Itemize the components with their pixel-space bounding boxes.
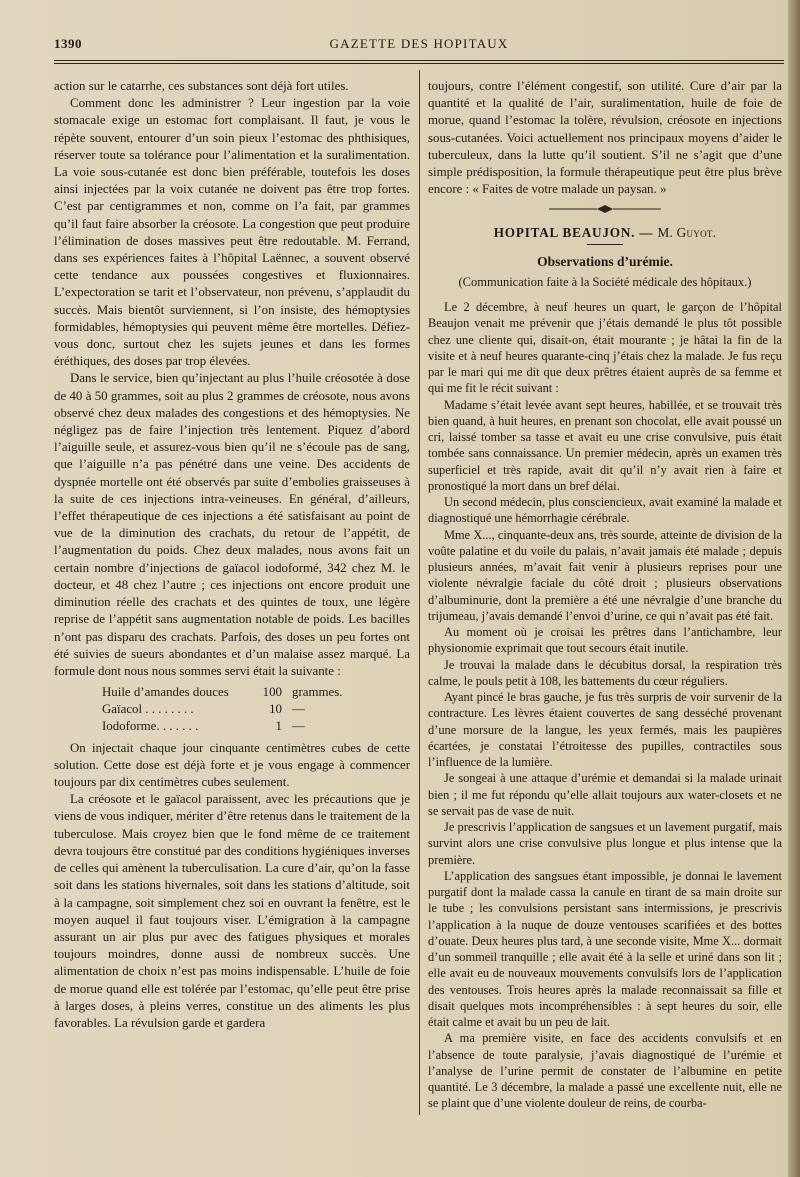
header-rule-bottom — [54, 63, 784, 64]
paragraph: Je prescrivis l’application de sangsues et un lavement purgatif, mais survint alors une crise convulsive plus longue et plus intense que la première. — [428, 820, 782, 867]
page-number: 1390 — [54, 36, 82, 51]
paragraph: On injectait chaque jour cinquante centimètres cubes de cette solution. Cette dose est déjà forte et je vous engage à commencer toujours par dix centimètres cubes seulement. — [54, 740, 410, 790]
paragraph: Un second médecin, plus consciencieux, avait examiné la malade et diagnostiqué une hémorrhagie cérébrale. — [428, 495, 782, 526]
column-divider — [419, 70, 420, 1115]
paragraph: La créosote et le gaïacol paraissent, avec les précautions que je viens de vous indiquer, mériter d’être retenus dans le traitement de la tuberculose. Mais croyez bien que le fond même de ce traitement devra toujours être constitué par des conditions hygiéniques inverses de celles qui amènent la tuberculisation. La cure d’air, qu’on la fasse soit dans les stations hivernales, soit dans les stations d’altitude, soit à la campagne, soit simplement chez soi en ouvrant la fenêtre, est le moyen auquel il faut toujours viser. L’émigration à la campagne assurant un air plus pur avec des fatigues physiques et morales toujours moindres, donne aussi de nombreux succès. Une alimentation de choix n’est pas moins indispensable. L’huile de foie de morue quand elle est tolérée par l’estomac, qu’elle peut être prise à larges doses, à pleins verres, constitue un des aliments les plus favorables. La révulsion garde et gardera — [54, 792, 410, 1030]
header-rule-top — [54, 60, 784, 61]
page-edge — [788, 0, 800, 1177]
formula-unit: — — [292, 719, 305, 734]
paragraph: action sur le catarrhe, ces substances sont déjà fort utiles. — [54, 79, 349, 93]
paragraph: Je songeai à une attaque d’urémie et demandai si la malade urinait bien ; il me fut répondu qu’elle allait toujours aux water-closets et ne se servait pas de vase de nuit. — [428, 771, 782, 818]
section-author: M. Guyot. — [657, 225, 717, 241]
formula-row — [102, 701, 410, 718]
ornament-icon — [545, 204, 665, 214]
left-column — [54, 78, 410, 1032]
formula-row — [102, 718, 410, 735]
paragraph: toujours, contre l’élément congestif, son utilité. Cure d’air par la quantité et la qualité de l’air, suralimentation, huile de foie de morue, quand l’estomac la tolère, révulsion, créosote en injections sous-cutanées. Voici actuellement nos principaux moyens d’aider le tuberculeux, dans la lutte qu’il soutient. S’il ne s’agit que d’une simple prédisposition, la formule thérapeutique peut être plus brève encore : « Faites de votre malade un paysan. » — [428, 79, 782, 197]
formula-table — [102, 684, 410, 736]
formula-ingredient: Iodoforme. . . . . . . — [102, 719, 199, 734]
article-title: Observations d’urémie. — [537, 253, 673, 269]
formula-unit: grammes. — [292, 685, 343, 700]
paragraph: Comment donc les administrer ? Leur ingestion par la voie stomacale exige un estomac fort complaisant. Il faut, je vous le répète souvent, entourer d’un soin pieux l’estomac des phthisiques, réserver toute sa tolérance pour l’alimentation et la suralimentation. La voie sous-cutanée est donc bien préférable, toutefois les doses ainsi injectées par la voix cutanée ne doivent pas être trop fortes. C’est par centigrammes et non, comme on l’a fait, par grammes qu’il faut faire absorber la créosote. La congestion que peut produire l’élimination de doses massives peut être redoutable. M. Ferrand, dans ses expériences faites à l’hôpital Laënnec, a souvent observé cette tendance aux poussées congestives et fluxionnaires. L’expectoration se tarit et l’observateur, non prévenu, s’applaudit du succès. Mais bientôt surviennent, si l’on insiste, des hémoptysies formidables, hémoptysies qui peuvent même être mortelles. Défiez-vous donc, surtout chez les sujets jeunes et dans les formes éréthiques, des doses par trop élevées. — [54, 96, 410, 369]
paragraph: Mme X..., cinquante-deux ans, très sourde, atteinte de division de la voûte palatine et du voile du palais, n’avait jamais été malade ; depuis plusieurs années, m’avait fait venir à plusieurs reprises pour une violente névralgie faciale du côté droit ; plusieurs observations d’albuminurie, dont la première a été une névralgie d’une branche du trijumeau, j’avais demandé l’envoi d’urine, ce qui n’avait pas été fait. — [428, 527, 782, 623]
paragraph: Au moment où je croisai les prêtres dans l’antichambre, leur physionomie exprimait que tout secours était inutile. — [428, 625, 782, 656]
article-body — [428, 299, 782, 1112]
article-subtitle: (Communication faite à la Société médicale des hôpitaux.) — [458, 274, 752, 289]
paragraph: A ma première visite, en face des accidents convulsifs et en l’absence de toute paralysie, j’avais diagnostiqué de l’urémie et l’analyse de l’urine permit de constater de l’albumine en petite quantité. Le 3 décembre, la malade a passé une excellente nuit, elle ne se plaint que d’une violente douleur de reins, de courba- — [428, 1031, 782, 1111]
section-heading — [428, 224, 782, 241]
paragraph: L’application des sangsues étant impossible, je donnai le lavement purgatif dont la malade cassa la canule en tirant de sa main droite sur le tube ; les convulsions persistant sans intermissions, je prescrivis l’application à la nuque de douze ventouses scarifiées et des bottes d’ouate. Deux heures plus tard, à une seconde visite, Mme X... dormait d’un sommeil tranquille ; elle avait été à la selle et uriné dans son lit ; elle avait eu de nouveaux mouvements convulsifs lors de l’application des ventouses. Trois heures après la malade reconnaissait sa fille et disait quelques mots incompréhensibles : à sept heures du soir, elle était calme et avait bu un peu de lait. — [428, 868, 782, 1030]
paragraph: Le 2 décembre, à neuf heures un quart, le garçon de l’hôpital Beaujon venait me prévenir que j’étais demandé le plus tôt possible chez une cliente qui, disait-on, était mourante ; je hâtai la fin de la visite et à neuf heures quarante-cinq j’étais chez la malade. Je fus reçu par le mari qui me dit que deux prêtres étaient auprès de sa femme et qui me fit le récit suivant : — [428, 300, 782, 396]
paragraph: Je trouvai la malade dans le décubitus dorsal, la respiration très calme, le pouls petit à 108, les battements du cœur réguliers. — [428, 657, 782, 688]
formula-quantity: 100 — [262, 685, 282, 700]
journal-title: GAZETTE DES HOPITAUX — [329, 36, 509, 51]
formula-unit: — — [292, 702, 305, 717]
right-column — [428, 78, 782, 1112]
page-header — [54, 36, 784, 58]
hospital-name: HOPITAL BEAUJON. — — [493, 225, 654, 241]
formula-ingredient: Huile d’amandes douces — [102, 685, 229, 700]
ornament-divider — [428, 202, 782, 214]
paragraph: Dans le service, bien qu’injectant au plus l’huile créosotée à dose de 40 à 50 grammes, soit au plus 2 grammes de créosote, nous avons observé chez deux malades des congestions et des hémoptysies. Ne négligez pas de faire l’injection très lentement. Piquez d’abord l’aiguille seule, et assurez-vous bien qu’il ne s’écoule pas de sang, que l’aiguille n’a pas pénétré dans une veine. Des accidents de dyspnée mortelle ont été observés par suite d’embolies graisseuses à la suite de ces injections intra-veineuses. En général, d’ailleurs, l’effet thérapeutique de ces injections a été satisfaisant au point de vue de la diminution des crachats, du retour de l’appétit, de l’augmentation du poids. Chez deux malades, nous avons fait un certain nombre d’injections de gaïacol iodoformé, 342 chez M. le docteur, et 48 chez l’autre ; ces injections ont encore produit une diminution réelle des crachats et des quintes de toux, une légère reprise de l’appétit sans augmentation notable de poids. Les bacilles n’ont pas disparu des crachats. Parfois, des doses un peu fortes ont été suivies de sueurs abondantes et d’un malaise assez marqué. La formule dont nous nous sommes servi était la suivante : — [54, 371, 410, 678]
paragraph: Madame s’était levée avant sept heures, habillée, et se trouvait très bien quand, à huit heures, en prenant son chocolat, elle avait poussé un cri, laissé tomber sa tasse et avait eu une crise convulsive, puis était tombée sans connaissance. Un premier médecin, après un examen très superficiel et très rapide, avait dit qu’il n’y avait rien à faire et pronostiqué la mort dans un bref délai. — [428, 397, 782, 493]
formula-quantity: 1 — [275, 719, 282, 734]
paragraph: Ayant pincé le bras gauche, je fus très surpris de voir survenir de la contracture. Les lèvres étaient couvertes de sang desséché provenant d’une morsure de la langue, les yeux fermés, mais les paupières écartées, je constatai l’étroitesse des pupilles, contractiles sous l’influence de la lumière. — [428, 690, 782, 770]
short-rule — [587, 244, 623, 245]
formula-ingredient: Gaïacol . . . . . . . . — [102, 702, 194, 717]
formula-quantity: 10 — [269, 702, 282, 717]
formula-row — [102, 684, 410, 701]
